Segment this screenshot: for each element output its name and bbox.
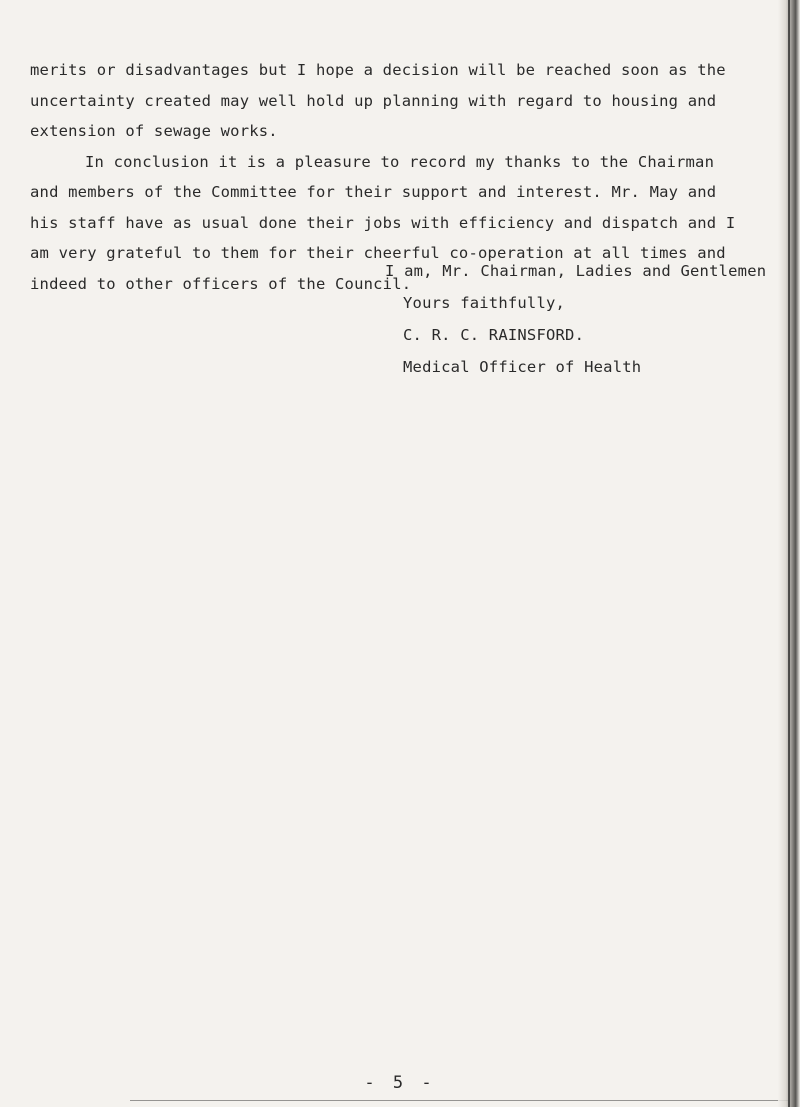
salutation: I am, Mr. Chairman, Ladies and Gentlemen [385, 262, 767, 280]
paragraph-line: In conclusion it is a pleasure to record my thanks to the Chairman [85, 152, 715, 171]
paragraph-line: extension of sewage works. [30, 122, 278, 140]
paragraph-line: merits or disadvantages but I hope a decision will be reached soon as the [30, 61, 726, 79]
paragraph-line: am very grateful to them for their cheerful co-operation at all times and [30, 244, 726, 262]
paragraph-line: uncertainty created may well hold up planning with regard to housing and [30, 91, 717, 110]
letter-closing [385, 255, 766, 383]
paragraph-line: indeed to other officers of the Council. [30, 274, 412, 293]
scan-edge-line [788, 0, 790, 1107]
page-number: - 5 - [364, 1073, 436, 1093]
valediction: Yours faithfully, [403, 294, 566, 312]
signatory-title: Medical Officer of Health [403, 358, 642, 376]
signature-name: C. R. C. RAINSFORD. [403, 326, 585, 344]
paragraph-line: and members of the Committee for their support and interest. Mr. May and [30, 183, 717, 201]
paragraph-line: his staff have as usual done their jobs with efficiency and dispatch and I [30, 213, 736, 232]
bottom-edge-line [130, 1100, 788, 1101]
